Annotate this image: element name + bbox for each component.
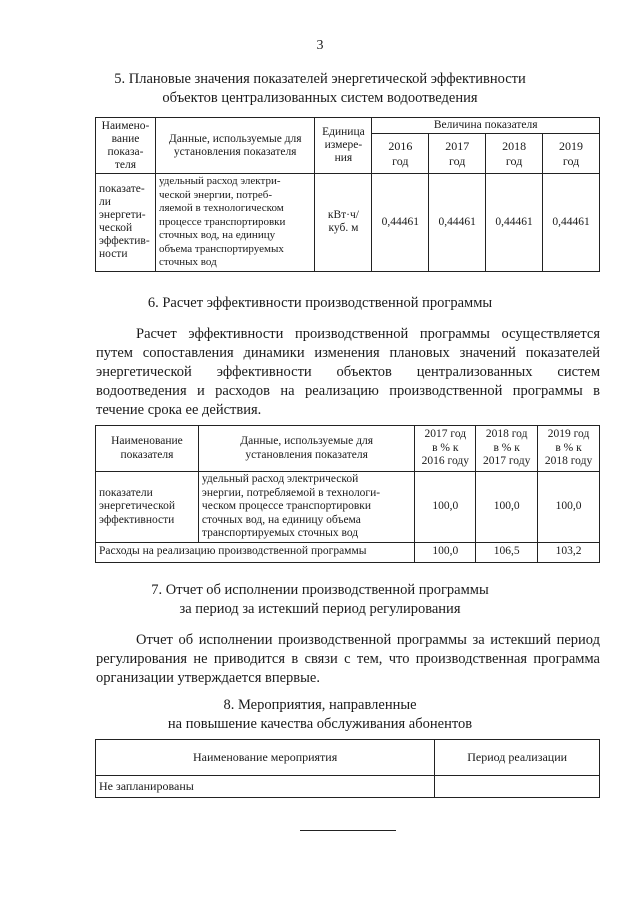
row-data: удельный расход электри- ческой энергии, потреб- ляемой в технологическом процессе транспортировки сточных вод, на единицу объема транспортируемых сточных вод (155, 174, 314, 272)
header-indicator-name: Наименование показателя (96, 426, 199, 472)
section-5-title (0, 70, 640, 108)
header-value: Величина показателя (372, 118, 600, 134)
section-7-title-line2: за период за истекший период регулирования (179, 601, 461, 617)
row-value-2018: 100,0 (476, 472, 538, 543)
header-2018-vs-2017: 2018 год в % к 2017 году (476, 426, 538, 472)
row-expenses-2018: 106,5 (476, 542, 538, 562)
section-8-title-line2: на повышение качества обслуживания абонентов (167, 716, 473, 732)
row-expenses-label: Расходы на реализацию производственной программы (96, 542, 415, 562)
page-number: 3 (316, 38, 324, 53)
table-row (96, 472, 600, 543)
table-row (96, 776, 600, 798)
footer-divider (300, 830, 396, 831)
table-row (96, 174, 600, 272)
row-expenses-2019: 103,2 (538, 542, 600, 562)
header-period: Период реализации (435, 740, 600, 776)
row-value-2017: 0,44461 (429, 174, 486, 272)
row-value-2016: 0,44461 (372, 174, 429, 272)
measures-table (95, 739, 600, 798)
section-5-title-line2: объектов централизованных систем водоотведения (162, 90, 478, 106)
row-data: удельный расход электрической энергии, потребляемой в технологи- ческом процессе транспортировки сточных вод, на единицу объема транспортируемых сточных вод (198, 472, 414, 543)
section-7-title-line1: 7. Отчет об исполнении производственной программы (151, 582, 489, 598)
header-data: Данные, используемые для установления показателя (198, 426, 414, 472)
program-efficiency-table (95, 425, 600, 563)
energy-efficiency-table (95, 117, 600, 272)
header-year-2017: 2017 год (429, 134, 486, 174)
header-2019-vs-2018: 2019 год в % к 2018 году (538, 426, 600, 472)
table-row (96, 542, 600, 562)
row-value-2019: 100,0 (538, 472, 600, 543)
header-2017-vs-2016: 2017 год в % к 2016 году (415, 426, 476, 472)
header-year-2018: 2018 год (486, 134, 543, 174)
header-indicator-name: Наимено- вание показа- теля (96, 118, 156, 174)
row-expenses-2017: 100,0 (415, 542, 476, 562)
row-value-2018: 0,44461 (486, 174, 543, 272)
row-event-name: Не запланированы (96, 776, 435, 798)
header-data: Данные, используемые для установления показателя (155, 118, 314, 174)
section-8-title (0, 696, 640, 734)
section-8-title-line1: 8. Мероприятия, направленные (223, 697, 417, 713)
header-year-2019: 2019 год (543, 134, 600, 174)
section-7-paragraph: Отчет об исполнении производственной программы за истекший период регулирования не приводится в связи с тем, что производственная программа организации утверждается впервые. (96, 632, 600, 686)
section-6-title: 6. Расчет эффективности производственной программы (147, 295, 493, 311)
row-unit: кВт·ч/ куб. м (315, 174, 372, 272)
row-indicator-name: показатели энергетической эффективности (96, 472, 199, 543)
row-value-2017: 100,0 (415, 472, 476, 543)
section-5-title-line1: 5. Плановые значения показателей энергетической эффективности (114, 71, 526, 87)
header-year-2016: 2016 год (372, 134, 429, 174)
row-indicator-name: показате- ли энергети- ческой эффектив- ности (96, 174, 156, 272)
section-6-paragraph: Расчет эффективности производственной программы осуществляется путем сопоставления динамики изменения плановых значений показателей энергетической эффективности объектов централизованных систем водоотведения и расходов на реализацию производственной программы в течение срока ее действия. (96, 326, 600, 418)
section-7-title (0, 581, 640, 619)
row-value-2019: 0,44461 (543, 174, 600, 272)
header-unit: Единица измере- ния (315, 118, 372, 174)
header-event-name: Наименование мероприятия (96, 740, 435, 776)
row-period (435, 776, 600, 798)
